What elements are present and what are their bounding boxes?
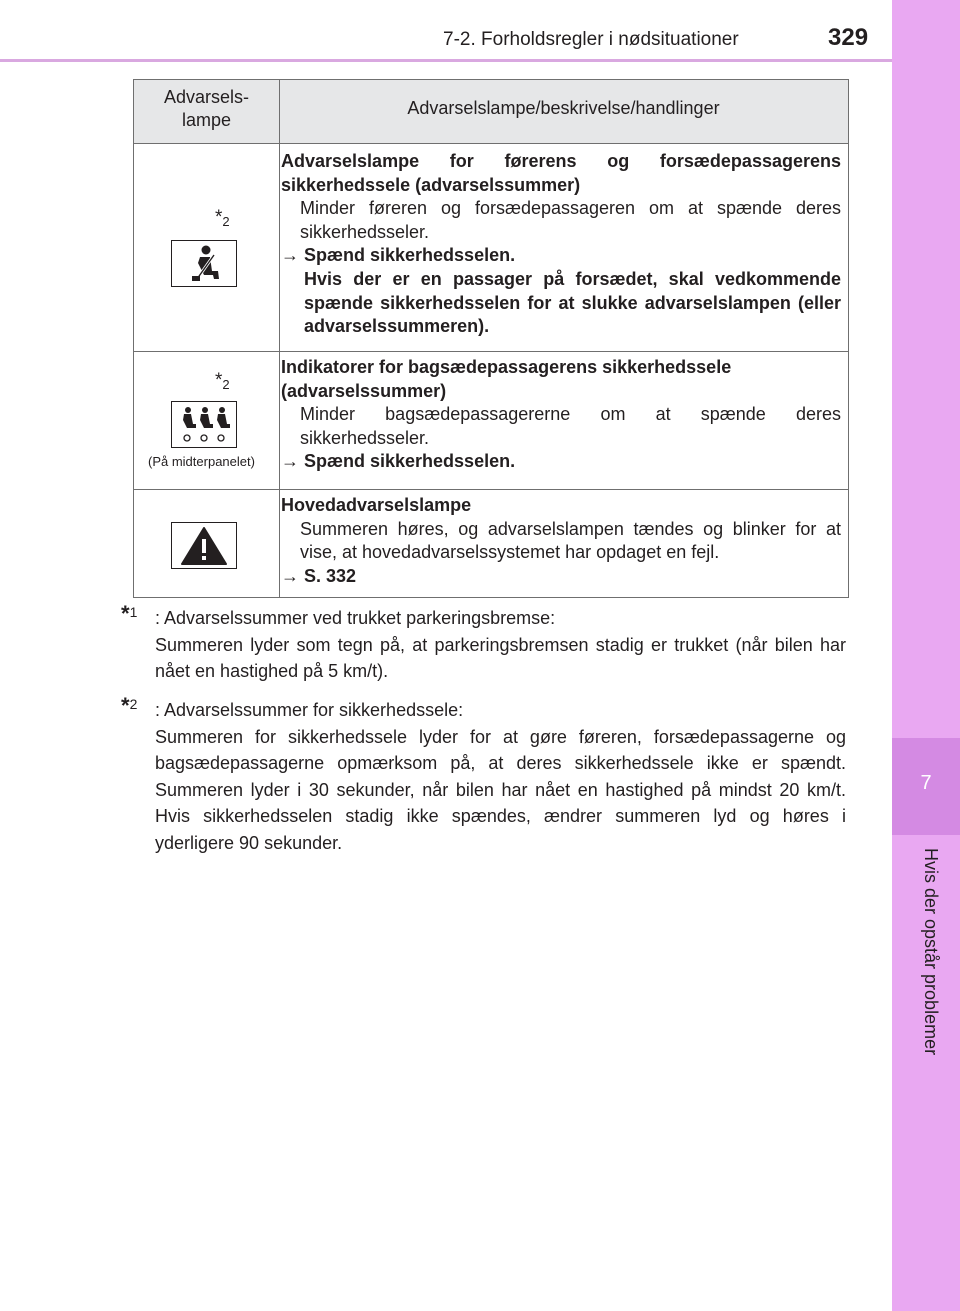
sidebar-top — [892, 0, 960, 738]
arrow-icon: → — [281, 565, 299, 586]
row-divider — [134, 351, 848, 352]
row2-title: Indikatorer for bagsædepassagerens sikkerhedssele (advarselssummer) — [281, 357, 732, 401]
footnote-mark: $*_2$ — [121, 693, 138, 718]
section-title: 7-2. Forholdsregler i nødsituationer — [443, 29, 739, 50]
row1-action-detail: Hvis der er en passager på forsædet, skal vedkommende spænde sikkerhedsselen for at slukke advarselslampen (eller advarselssummeren). — [304, 268, 841, 337]
footnote-heading: : Advarselssummer for sikkerhedssele: — [155, 700, 464, 720]
chapter-tab — [892, 738, 960, 835]
chapter-number: 7 — [920, 772, 932, 794]
footnote-2 — [121, 693, 846, 856]
footnote-ref: $*_2$ — [215, 207, 230, 229]
row3-content — [281, 494, 841, 588]
seatbelt-icon — [171, 240, 237, 287]
arrow-icon: → — [281, 245, 299, 266]
row1-title: Advarselslampe for førerens og forsædepassagerens sikkerhedssele (advarselssummer) — [281, 151, 841, 195]
row3-description: Summeren høres, og advarselslampen tændes og blinker for at vise, at hovedadvarselssystemet har opdaget en fejl. — [300, 518, 841, 563]
footnote-mark: $*_1$ — [121, 601, 138, 626]
footnote-text: Summeren lyder som tegn på, at parkeringsbremsen stadig er trukket (når bilen har nået en hastighed på 5 km/t). — [155, 634, 846, 681]
footnote-text: Summeren for sikkerhedssele lyder for at gøre føreren, forsædepassagerne og bagsædepassagerne opmærksom på, at deres sikkerhedssele ikke er spændt. Summeren lyder i 30 sekunder, når bilen har nået en hastighed på mindst 20 km/t. Hvis sikkerhedsselen stadig ikke spændes, ændrer summeren lyd og høres i yderligere 90 sekunder. — [155, 726, 846, 853]
row-divider — [134, 489, 848, 490]
chapter-title: Hvis der opstår problemer — [921, 848, 941, 1056]
chapter-label — [922, 848, 944, 1108]
row2-content — [281, 356, 841, 474]
row2-action: → Spænd sikkerhedsselen. — [281, 450, 841, 474]
icon-caption: (På midterpanelet) — [148, 454, 255, 469]
row1-content — [281, 150, 841, 339]
row3-title: Hovedadvarselslampe — [281, 495, 472, 515]
footnote-1 — [121, 601, 846, 685]
col2-header: Advarselslampe/beskrivelse/handlinger — [407, 98, 720, 118]
col1-header: Advarsels- lampe — [163, 87, 250, 130]
row1-action: → Spænd sikkerhedsselen. — [281, 244, 841, 268]
row1-description: Minder føreren og forsædepassageren om at spænde deres sikkerhedsseler. — [300, 198, 841, 242]
table-header — [134, 80, 848, 144]
footnote-ref: $*_2$ — [215, 370, 230, 392]
master-warning-icon — [171, 522, 237, 569]
header-rule — [0, 59, 892, 62]
arrow-icon: → — [281, 451, 299, 472]
footnote-heading: : Advarselssummer ved trukket parkeringsbremse: — [155, 608, 556, 628]
row2-description: Minder bagsædepassagererne om at spænde deres sikkerhedsseler. — [300, 404, 841, 448]
column-divider — [279, 80, 280, 597]
page-number: 329 — [828, 24, 869, 51]
warning-lamp-table — [133, 79, 849, 598]
row3-action: → S. 332 — [281, 565, 841, 589]
rear-seatbelt-indicators-icon — [171, 401, 237, 448]
